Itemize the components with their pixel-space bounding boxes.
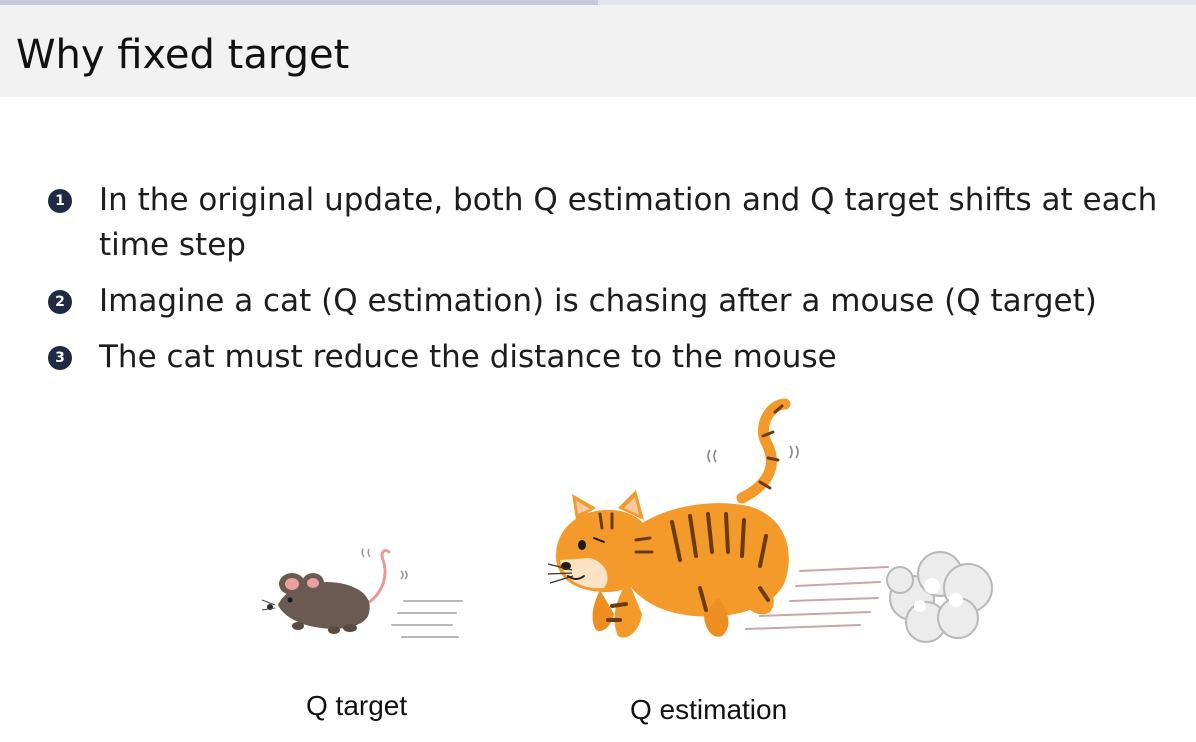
bullet-number-badge: 3 — [48, 346, 72, 370]
bullet-text: Imagine a cat (Q estimation) is chasing after a mouse (Q target) — [99, 283, 1097, 319]
mouse-caption: Q target — [306, 690, 408, 721]
dust-cloud-icon — [887, 552, 992, 642]
bullet-number-badge: 2 — [48, 290, 72, 314]
bullet-number-badge: 1 — [48, 189, 72, 213]
cat-caption: Q estimation — [630, 694, 788, 725]
slide-title: Why fixed target — [16, 32, 350, 78]
bullet-text: In the original update, both Q estimation and Q target shifts at each time step — [99, 182, 1158, 263]
bullet-text: The cat must reduce the distance to the mouse — [99, 339, 837, 375]
cat-icon — [548, 404, 888, 638]
mouse-icon — [262, 549, 462, 637]
